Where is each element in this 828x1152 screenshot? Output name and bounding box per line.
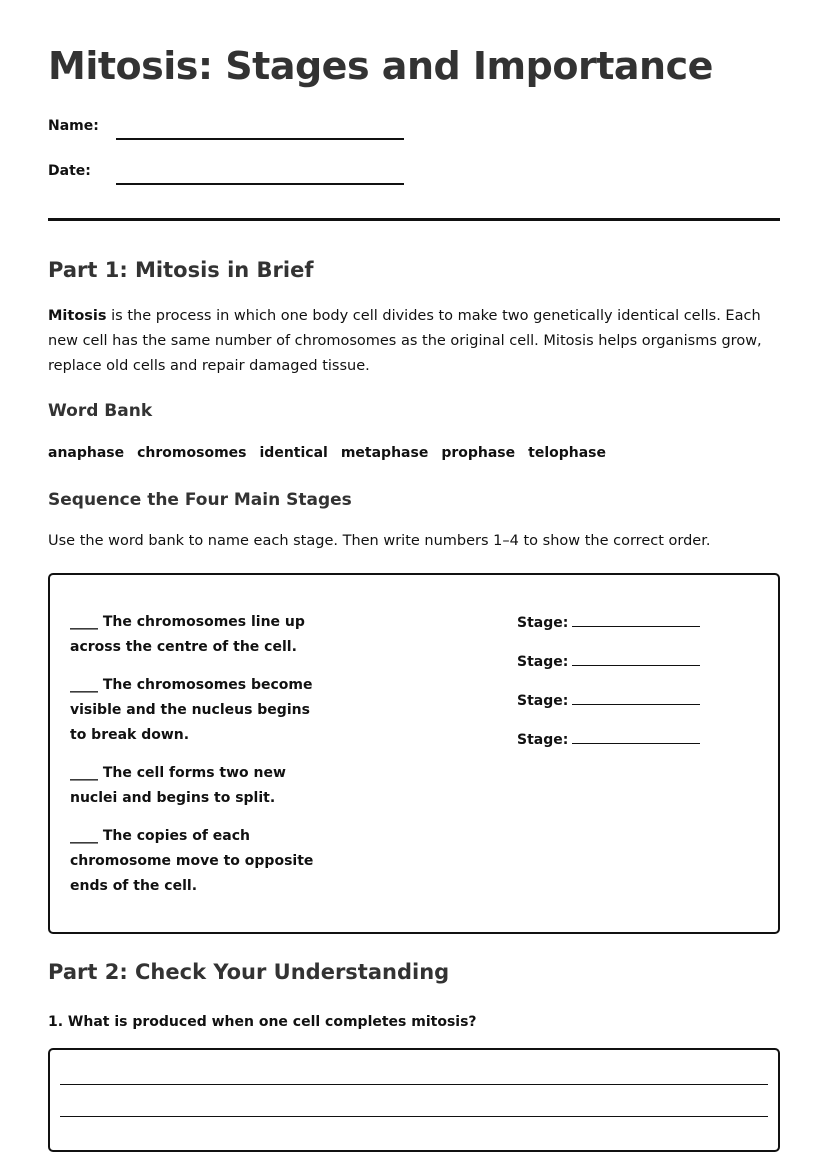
stage-answer-field[interactable] (572, 652, 700, 666)
stage-answer-field[interactable] (572, 730, 700, 744)
stage-description-list (70, 610, 320, 912)
word-bank-heading: Word Bank (48, 401, 153, 421)
stage-label: Stage: (517, 654, 569, 670)
stage-answer-row (517, 691, 700, 711)
stage-label: Stage: (517, 615, 569, 631)
word-bank-term: chromosomes (137, 445, 247, 461)
word-bank-term: prophase (441, 445, 516, 461)
stage-answer-row (517, 613, 700, 633)
date-label: Date: (48, 163, 91, 179)
question-1: 1. What is produced when one cell completes mitosis? (48, 1014, 477, 1030)
sequence-instructions: Use the word bank to name each stage. Then write numbers 1–4 to show the correct order. (48, 533, 711, 549)
stage-answer-row (517, 652, 700, 672)
sequence-box (48, 573, 780, 934)
word-bank (48, 445, 606, 461)
sequence-heading: Sequence the Four Main Stages (48, 490, 352, 510)
stage-description: ____ The chromosomes become visible and the nucleus begins to break down. (70, 677, 313, 743)
answer-line[interactable] (60, 1084, 768, 1085)
stage-answer-field[interactable] (572, 613, 700, 627)
intro-text: is the process in which one body cell divides to make two genetically identical cells. Each new cell has the same number of chromosomes as the original cell. Mitosis helps organisms grow, replace old cells and repair damaged tissue. (48, 308, 762, 374)
stage-answer-list (517, 613, 700, 769)
word-bank-term: anaphase (48, 445, 125, 461)
stage-answer-field[interactable] (572, 691, 700, 705)
word-bank-term: identical (259, 445, 328, 461)
name-field[interactable] (116, 138, 404, 140)
stage-description: ____ The chromosomes line up across the centre of the cell. (70, 614, 305, 655)
word-bank-term: telophase (528, 445, 607, 461)
part2-heading: Part 2: Check Your Understanding (48, 960, 450, 984)
stage-label: Stage: (517, 732, 569, 748)
part1-heading: Part 1: Mitosis in Brief (48, 258, 314, 282)
stage-label: Stage: (517, 693, 569, 709)
word-bank-term: metaphase (340, 445, 429, 461)
intro-paragraph (48, 304, 778, 379)
stage-description: ____ The cell forms two new nuclei and begins to split. (70, 765, 286, 806)
stage-answer-row (517, 730, 700, 750)
answer-line[interactable] (60, 1116, 768, 1117)
answer-box[interactable] (48, 1048, 780, 1152)
worksheet-title: Mitosis: Stages and Importance (48, 44, 713, 88)
intro-term: Mitosis (48, 308, 107, 324)
header-divider (48, 218, 780, 221)
stage-description: ____ The copies of each chromosome move to opposite ends of the cell. (70, 828, 314, 894)
date-field[interactable] (116, 183, 404, 185)
name-label: Name: (48, 118, 99, 134)
